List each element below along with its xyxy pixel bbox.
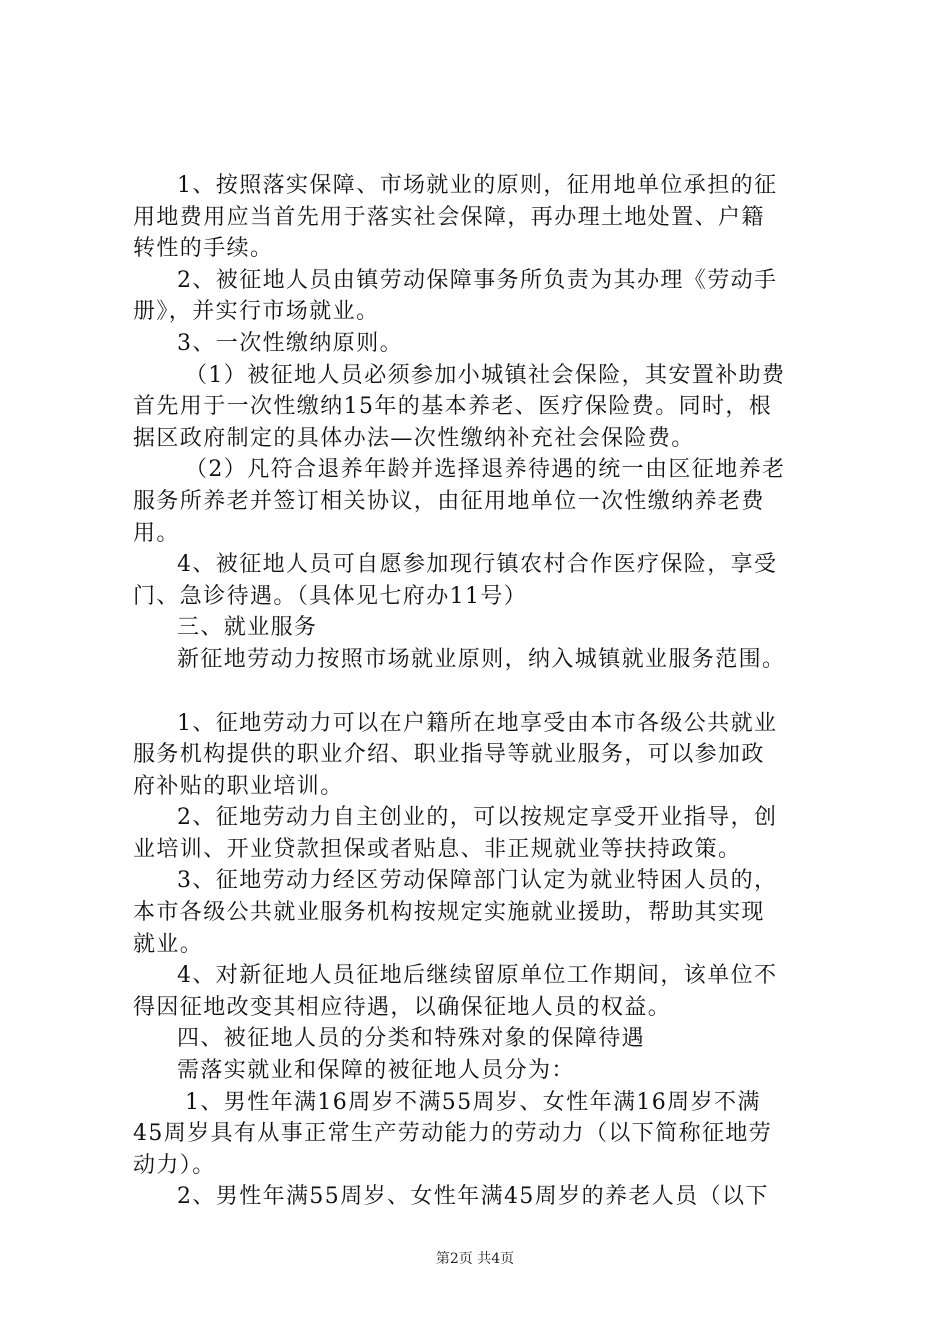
paragraph-line: 1、征地劳动力可以在户籍所在地享受由本市各级公共就业 bbox=[177, 710, 778, 736]
paragraph-line: 3、征地劳动力经区劳动保障部门认定为就业特困人员的， bbox=[177, 868, 778, 894]
paragraph-line: 服务机构提供的职业介绍、职业指导等就业服务，可以参加政 bbox=[133, 742, 765, 768]
paragraph-line: 首先用于一次性缴纳15年的基本养老、医疗保险费。同时，根 bbox=[133, 394, 773, 420]
paragraph-line: 2、被征地人员由镇劳动保障事务所负责为其办理《劳动手 bbox=[177, 267, 778, 293]
paragraph-line: 1、男性年满16周岁不满55周岁、女性年满16周岁不满 bbox=[185, 1089, 761, 1115]
paragraph-line: 用地费用应当首先用于落实社会保障，再办理土地处置、户籍 bbox=[133, 204, 765, 230]
section-heading: 三、就业服务 bbox=[177, 615, 318, 641]
paragraph-line: 2、男性年满55周岁、女性年满45周岁的养老人员（以下 bbox=[177, 1184, 769, 1210]
paragraph-line: 需落实就业和保障的被征地人员分为： bbox=[177, 1058, 575, 1084]
paragraph-line: 动力）。 bbox=[133, 1152, 216, 1178]
paragraph-line: 册》，并实行市场就业。 bbox=[133, 299, 380, 325]
paragraph-line: 服务所养老并签订相关协议，由征用地单位一次性缴纳养老费 bbox=[133, 488, 765, 514]
paragraph-line: 本市各级公共就业服务机构按规定实施就业援助，帮助其实现 bbox=[133, 900, 765, 926]
paragraph-line: 得因征地改变其相应待遇，以确保征地人员的权益。 bbox=[133, 994, 672, 1020]
paragraph-line: （1）被征地人员必须参加小城镇社会保险，其安置补助费 bbox=[185, 362, 786, 388]
section-heading: 四、被征地人员的分类和特殊对象的保障待遇 bbox=[177, 1026, 646, 1052]
paragraph-line: 府补贴的职业培训。 bbox=[133, 773, 344, 799]
paragraph-line: 1、按照落实保障、市场就业的原则，征用地单位承担的征 bbox=[177, 173, 778, 198]
paragraph-line: （2）凡符合退养年龄并选择退养待遇的统一由区征地养老 bbox=[185, 457, 786, 483]
paragraph-line: 就业。 bbox=[133, 931, 204, 957]
paragraph-line: 4、被征地人员可自愿参加现行镇农村合作医疗保险，享受 bbox=[177, 552, 778, 578]
paragraph-line: 45周岁具有从事正常生产劳动能力的劳动力（以下简称征地劳 bbox=[133, 1121, 773, 1147]
page-number-footer: 第2页 共4页 bbox=[435, 1251, 515, 1267]
paragraph-line: 门、急诊待遇。（具体见七府办11号） bbox=[133, 583, 528, 609]
paragraph-line: 据区政府制定的具体办法—次性缴纳补充社会保险费。 bbox=[133, 425, 695, 451]
paragraph-line: 4、对新征地人员征地后继续留原单位工作期间，该单位不 bbox=[177, 963, 778, 989]
paragraph-line: 转性的手续。 bbox=[133, 236, 274, 262]
blank-line bbox=[133, 676, 833, 708]
paragraph-line: 3、一次性缴纳原则。 bbox=[177, 330, 403, 356]
paragraph-line: 业培训、开业贷款担保或者贴息、非正规就业等扶持政策。 bbox=[133, 836, 742, 862]
document-body bbox=[133, 170, 833, 1213]
paragraph-line: 用。 bbox=[133, 520, 180, 546]
paragraph-line: 新征地劳动力按照市场就业原则，纳入城镇就业服务范围。 bbox=[177, 646, 786, 672]
paragraph-line: 2、征地劳动力自主创业的，可以按规定享受开业指导，创 bbox=[177, 805, 778, 831]
